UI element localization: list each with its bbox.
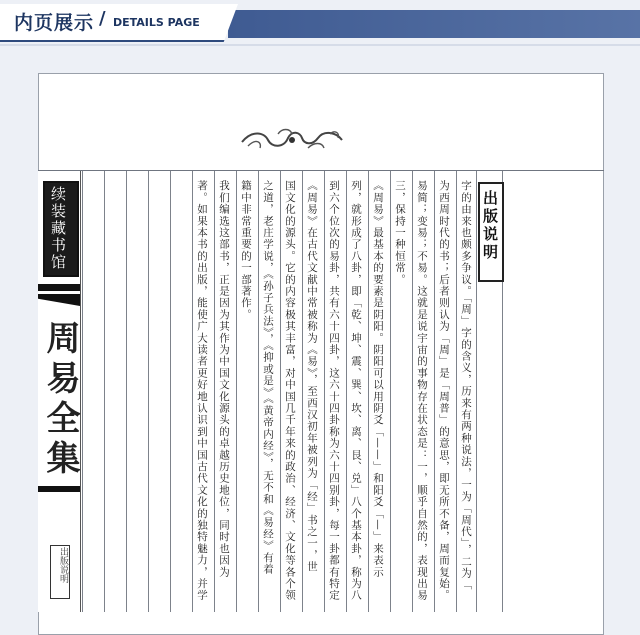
column-rule (126, 171, 127, 612)
cloud-dragon-ornament-icon (238, 124, 346, 154)
header-banner (0, 0, 640, 44)
text-column: 字的由来也颇多争议。「周」字的含义，历来有两种说法，一为「周代」，二为「 (460, 180, 472, 591)
text-column: 我们编选这部书，正是因为其作为中国文化源头的卓越历史地位，同时也因为 (218, 180, 230, 578)
page-header-rule (38, 170, 604, 171)
series-title: 续装藏书馆 (49, 186, 67, 271)
section-tag-label: 出版说明 (58, 547, 68, 583)
page-title: 内页展示 (14, 12, 95, 34)
text-column: 之道，老庄学说，《孙子兵法》，《抑或是》《黄帝内经》，无不和《易经》有着 (262, 180, 274, 575)
text-column: 到六个位次的易卦，共有六十四卦，这六十四卦称为六十四别卦，每一卦都有特定 (328, 180, 340, 602)
page-subtitle: DETAILS PAGE (113, 16, 200, 29)
spine-band (38, 486, 80, 492)
column-rule (104, 171, 105, 612)
text-column: 三，保持一种恒常。 (394, 180, 406, 286)
text-column: 列，就形成了八卦，即「乾、坤、震、巽、坎、离、艮、兑」八个基本卦，称为八 (350, 180, 362, 602)
header-divider (0, 44, 640, 46)
column-rule (170, 171, 171, 612)
book-page (38, 73, 604, 635)
text-column: 著。如果本书的出版，能使广大读者更好地认识到中国古代文化的独特魅力，并学 (196, 180, 208, 602)
column-rule (476, 171, 477, 612)
section-heading: 出版说明 (481, 190, 499, 262)
text-column: 《周易》在古代文献中常被称为《易》，至西汉初年被列为「经」书之一，世 (306, 180, 318, 573)
text-column: 《周易》最基本的要素是阴阳。阴阳可以用阴爻「——」和阳爻「—」来表示 (372, 180, 384, 578)
text-column: 易简；变易；不易。这就是说宇宙的事物存在状态是：一，顺乎自然的，表现出易 (416, 180, 428, 602)
column-rule (148, 171, 149, 612)
book-title: 周易全集 (40, 320, 80, 480)
text-column: 为西周时代的书；后者则认为「周」是「周普」的意思，即无所不备，周而复始。 (438, 180, 450, 602)
title-separator: / (99, 8, 106, 29)
text-column: 国文化的源头。它的内容极其丰富，对中国几千年来的政治、经济、文化等各个领 (284, 180, 296, 602)
text-column: 籍中非常重要的一部著作。 (240, 180, 252, 321)
column-rule (82, 171, 83, 612)
spine-band (38, 284, 80, 291)
banner-blue-strip (228, 10, 640, 38)
